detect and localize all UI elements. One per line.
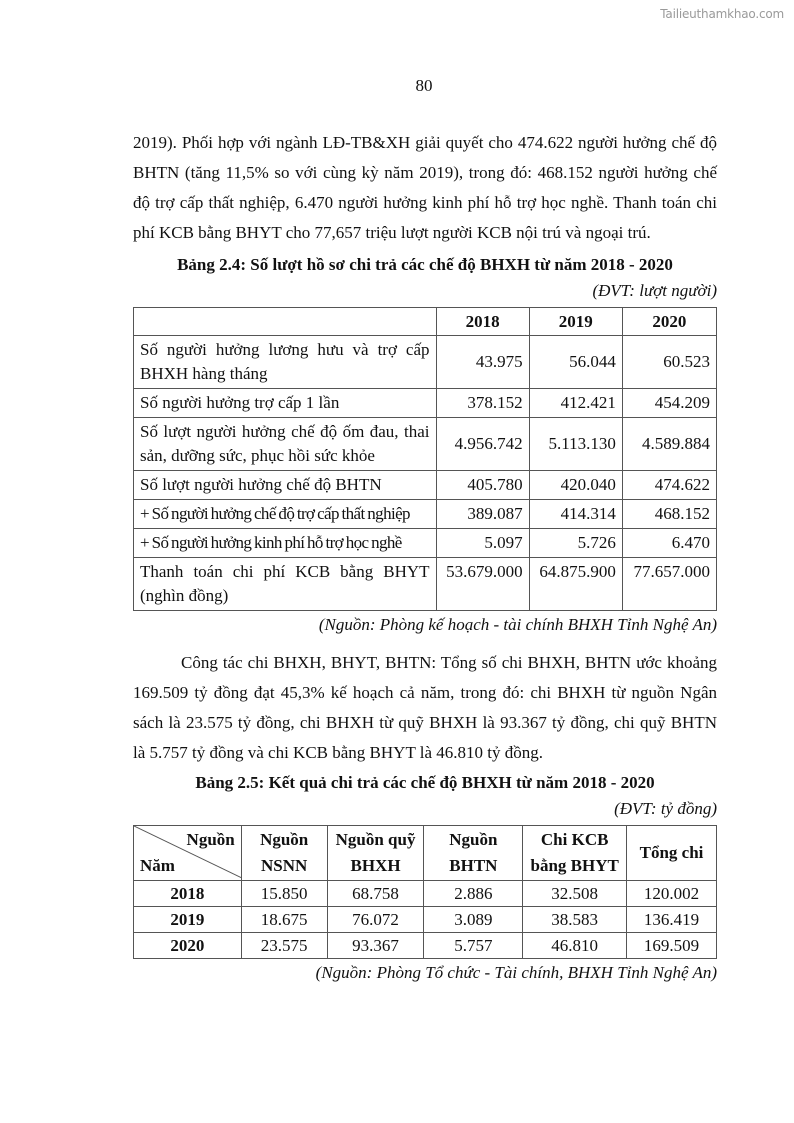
table-row: [134, 558, 717, 611]
table1-header-row: [134, 308, 717, 336]
row-year: 2020: [134, 933, 242, 959]
header-line2: NSNN: [261, 856, 308, 875]
table2-source: (Nguồn: Phòng Tổ chức - Tài chính, BHXH Tỉnh Nghệ An): [315, 963, 717, 982]
table2-header-bhxh: [327, 826, 424, 881]
cell-bhxh: 68.758: [327, 881, 424, 907]
cell-kcb: 46.810: [523, 933, 627, 959]
header-line2: BHXH: [350, 856, 401, 875]
table1-header-2019: 2019: [529, 308, 622, 336]
table1-header-empty: [134, 308, 437, 336]
cell-nsnn: 15.850: [241, 881, 327, 907]
cell-2018: 389.087: [436, 500, 529, 529]
row-label: + Số người hưởng kinh phí hỗ trợ học nghề: [134, 529, 437, 558]
cell-2019: 420.040: [529, 471, 622, 500]
table-row: [134, 907, 717, 933]
cell-kcb: 32.508: [523, 881, 627, 907]
table-row: [134, 471, 717, 500]
header-line2: bằng BHYT: [530, 856, 619, 875]
table2-section: [133, 773, 717, 983]
cell-2020: 77.657.000: [622, 558, 716, 611]
cell-2018: 5.097: [436, 529, 529, 558]
cell-2019: 64.875.900: [529, 558, 622, 611]
table1: [133, 307, 717, 611]
table2-header-bhtn: [424, 826, 523, 881]
table-row: [134, 389, 717, 418]
row-label: Số người hưởng lương hưu và trợ cấp BHXH hàng tháng: [134, 336, 437, 389]
cell-2019: 412.421: [529, 389, 622, 418]
cell-nsnn: 18.675: [241, 907, 327, 933]
cell-2020: 454.209: [622, 389, 716, 418]
row-year: 2018: [134, 881, 242, 907]
row-label: + Số người hưởng chế độ trợ cấp thất nghiệp: [134, 500, 437, 529]
table2: [133, 825, 717, 959]
cell-2020: 4.589.884: [622, 418, 716, 471]
table2-header-kcb: [523, 826, 627, 881]
table2-header-nsnn: [241, 826, 327, 881]
table2-header-total: Tổng chi: [627, 826, 717, 881]
row-label: Thanh toán chi phí KCB bằng BHYT (nghìn đồng): [134, 558, 437, 611]
cell-2020: 60.523: [622, 336, 716, 389]
corner-year-label: Năm: [140, 856, 175, 875]
table-row: [134, 500, 717, 529]
table-row: [134, 881, 717, 907]
watermark: Tailieuthamkhao.com: [660, 7, 784, 21]
cell-2019: 5.726: [529, 529, 622, 558]
table1-unit: (ĐVT: lượt người): [592, 281, 717, 300]
middle-paragraph: Công tác chi BHXH, BHYT, BHTN: Tổng số chi BHXH, BHTN ước khoảng 169.509 tỷ đồng đạt 45,3% kế hoạch cả năm, trong đó: chi BHXH từ nguồn Ngân sách là 23.575 tỷ đồng, chi BHXH từ quỹ BHXH là 93.367 tỷ đồng, chi quỹ BHTN là 5.757 tỷ đồng và chi KCB bằng BHYT là 46.810 tỷ đồng.: [133, 653, 717, 762]
table1-header-2018: 2018: [436, 308, 529, 336]
cell-2018: 405.780: [436, 471, 529, 500]
cell-2018: 43.975: [436, 336, 529, 389]
header-line1: Nguồn quỹ: [335, 830, 416, 849]
row-label: Số lượt người hưởng chế độ ốm đau, thai sản, dưỡng sức, phục hồi sức khỏe: [134, 418, 437, 471]
table2-unit: (ĐVT: tỷ đồng): [614, 799, 717, 818]
table2-caption: Bảng 2.5: Kết quả chi trả các chế độ BHXH từ năm 2018 - 2020: [195, 773, 655, 792]
cell-2018: 4.956.742: [436, 418, 529, 471]
cell-2018: 378.152: [436, 389, 529, 418]
table-row: [134, 336, 717, 389]
table-row: [134, 933, 717, 959]
header-line1: Nguồn: [260, 830, 309, 849]
table1-header-2020: 2020: [622, 308, 716, 336]
cell-nsnn: 23.575: [241, 933, 327, 959]
cell-bhtn: 5.757: [424, 933, 523, 959]
cell-bhxh: 76.072: [327, 907, 424, 933]
cell-2019: 5.113.130: [529, 418, 622, 471]
cell-bhtn: 3.089: [424, 907, 523, 933]
middle-section: [133, 648, 717, 768]
table1-section: [133, 255, 717, 635]
header-line1: Nguồn: [449, 830, 498, 849]
cell-2020: 474.622: [622, 471, 716, 500]
table2-corner-header: [134, 826, 242, 881]
table1-caption: Bảng 2.4: Số lượt hồ sơ chi trả các chế độ BHXH từ năm 2018 - 2020: [177, 255, 673, 274]
header-line1: Chi KCB: [540, 830, 609, 849]
cell-total: 120.002: [627, 881, 717, 907]
cell-bhtn: 2.886: [424, 881, 523, 907]
cell-2019: 414.314: [529, 500, 622, 529]
corner-source-label: Nguồn: [186, 830, 235, 849]
cell-2020: 6.470: [622, 529, 716, 558]
row-label: Số lượt người hưởng chế độ BHTN: [134, 471, 437, 500]
page-number: 80: [415, 76, 433, 95]
table-row: [134, 529, 717, 558]
intro-paragraph: 2019). Phối hợp với ngành LĐ-TB&XH giải quyết cho 474.622 người hưởng chế độ BHTN (tăng 11,5% so với cùng kỳ năm 2019), trong đó: 468.152 người hưởng chế độ trợ cấp thất nghiệp, 6.470 người hưởng kinh phí hỗ trợ học nghề. Thanh toán chi phí KCB bằng BHYT cho 77,657 triệu lượt người KCB nội trú và ngoại trú.: [133, 133, 717, 242]
table-row: [134, 418, 717, 471]
cell-total: 169.509: [627, 933, 717, 959]
cell-bhxh: 93.367: [327, 933, 424, 959]
cell-2018: 53.679.000: [436, 558, 529, 611]
cell-2019: 56.044: [529, 336, 622, 389]
header-line2: BHTN: [449, 856, 498, 875]
row-year: 2019: [134, 907, 242, 933]
cell-total: 136.419: [627, 907, 717, 933]
intro-section: [133, 128, 717, 248]
table2-header-row: [134, 826, 717, 881]
cell-kcb: 38.583: [523, 907, 627, 933]
table1-source: (Nguồn: Phòng kế hoạch - tài chính BHXH Tỉnh Nghệ An): [318, 615, 717, 634]
row-label: Số người hưởng trợ cấp 1 lần: [134, 389, 437, 418]
cell-2020: 468.152: [622, 500, 716, 529]
